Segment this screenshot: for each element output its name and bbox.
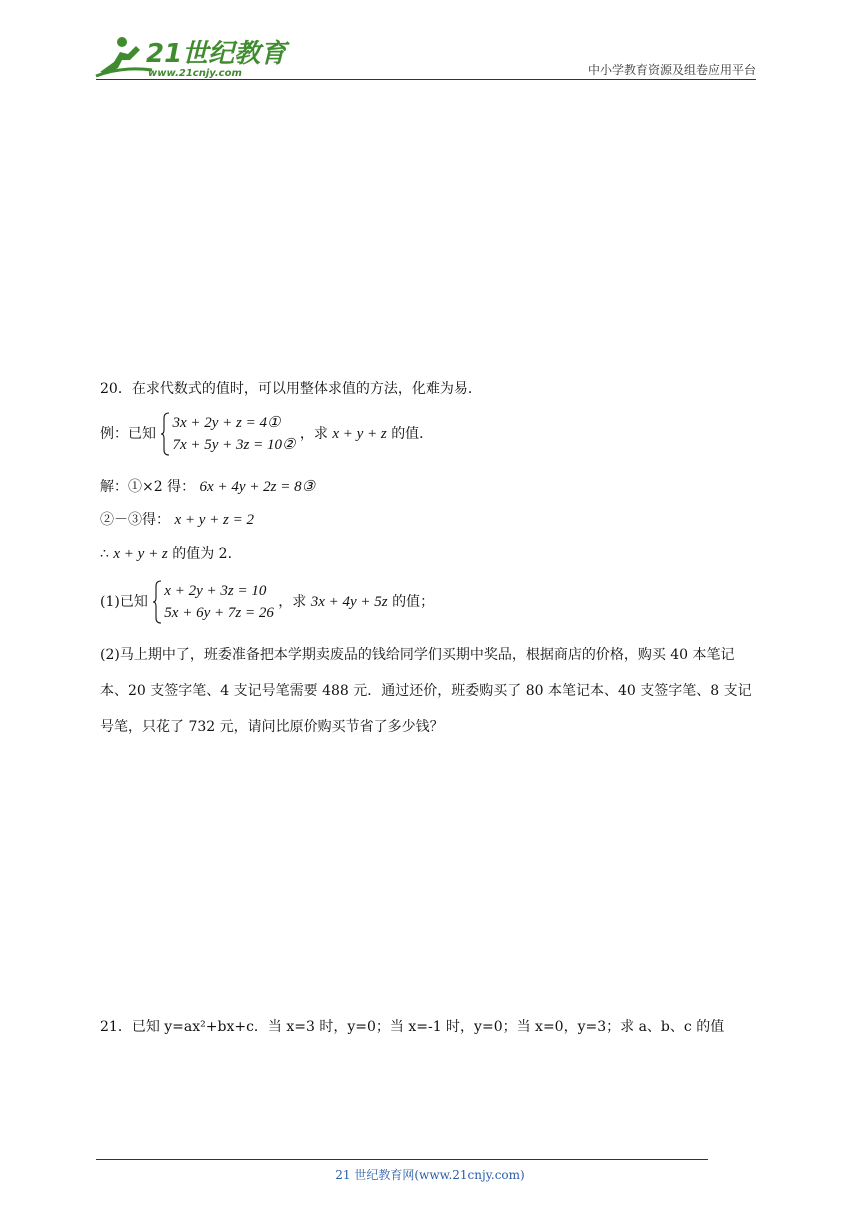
logo-url: www.21cnjy.com bbox=[148, 68, 242, 79]
solution-step-2 bbox=[100, 510, 254, 530]
example-system bbox=[160, 412, 295, 456]
example-equation-2: 7x + 5y + 3z = 10② bbox=[172, 437, 296, 453]
running-figure-icon bbox=[96, 37, 152, 76]
solution-step-2-expr: x + y + z = 2 bbox=[174, 512, 254, 528]
q20-part-2: (2)马上期中了，班委准备把本学期卖废品的钱给同学们买期中奖品，根据商店的价格，购买 40 本笔记本、20 支签字笔、4 支记号笔需要 488 元．通过还价，班委购买了 80 本笔记本、40 支签字笔、8 支记号笔，只花了 732 元，请问比原价购买节省了多少钱？ bbox=[100, 647, 752, 735]
q20-part-1 bbox=[100, 580, 434, 624]
part-1-equation-1: x + 2y + 3z = 10 bbox=[164, 583, 267, 599]
platform-name: 中小学教育资源及组卷应用平台 bbox=[587, 63, 756, 77]
logo-text: 21世纪教育 bbox=[146, 39, 287, 69]
part-1-suffix: 的值； bbox=[392, 594, 435, 610]
solution-step-2-label: ②－③得： bbox=[100, 512, 170, 528]
solution-step-1-expr: 6x + 4y + 2z = 8③ bbox=[199, 479, 316, 495]
example-suffix-b: 的值． bbox=[391, 426, 434, 442]
solution-step-1 bbox=[100, 477, 315, 497]
example-target: x + y + z bbox=[332, 426, 387, 442]
footer-divider bbox=[96, 1159, 708, 1160]
part-1-equation-2: 5x + 6y + 7z = 26 bbox=[164, 605, 274, 621]
q20-example bbox=[100, 412, 433, 456]
part-1-prefix: (1)已知 bbox=[100, 594, 148, 610]
conclusion-expr: x + y + z bbox=[113, 546, 168, 562]
site-logo bbox=[92, 32, 287, 80]
example-suffix-a: ，求 bbox=[299, 426, 328, 442]
header-divider bbox=[96, 79, 756, 80]
left-brace-icon bbox=[160, 412, 170, 456]
example-prefix: 例：已知 bbox=[100, 426, 156, 442]
therefore-symbol: ∴ bbox=[100, 546, 109, 562]
q20-intro: 20．在求代数式的值时，可以用整体求值的方法，化难为易． bbox=[100, 381, 482, 397]
part-1-system bbox=[152, 580, 274, 624]
left-brace-icon bbox=[152, 580, 162, 624]
part-1-target: 3x + 4y + 5z bbox=[310, 594, 388, 610]
solution-step-1-label: 解：①×2 得： bbox=[100, 479, 196, 495]
example-equation-1: 3x + 2y + z = 4① bbox=[172, 415, 281, 431]
part-1-mid: ，求 bbox=[278, 594, 307, 610]
solution-conclusion bbox=[100, 544, 242, 564]
footer-link[interactable]: 21 世纪教育网(www.21cnjy.com) bbox=[335, 1168, 525, 1182]
conclusion-text: 的值为 2． bbox=[172, 546, 242, 562]
q21-text: 21．已知 y=ax²+bx+c．当 x=3 时，y=0；当 x=-1 时，y=0；当 x=0，y=3；求 a、b、c 的值 bbox=[100, 1019, 725, 1035]
